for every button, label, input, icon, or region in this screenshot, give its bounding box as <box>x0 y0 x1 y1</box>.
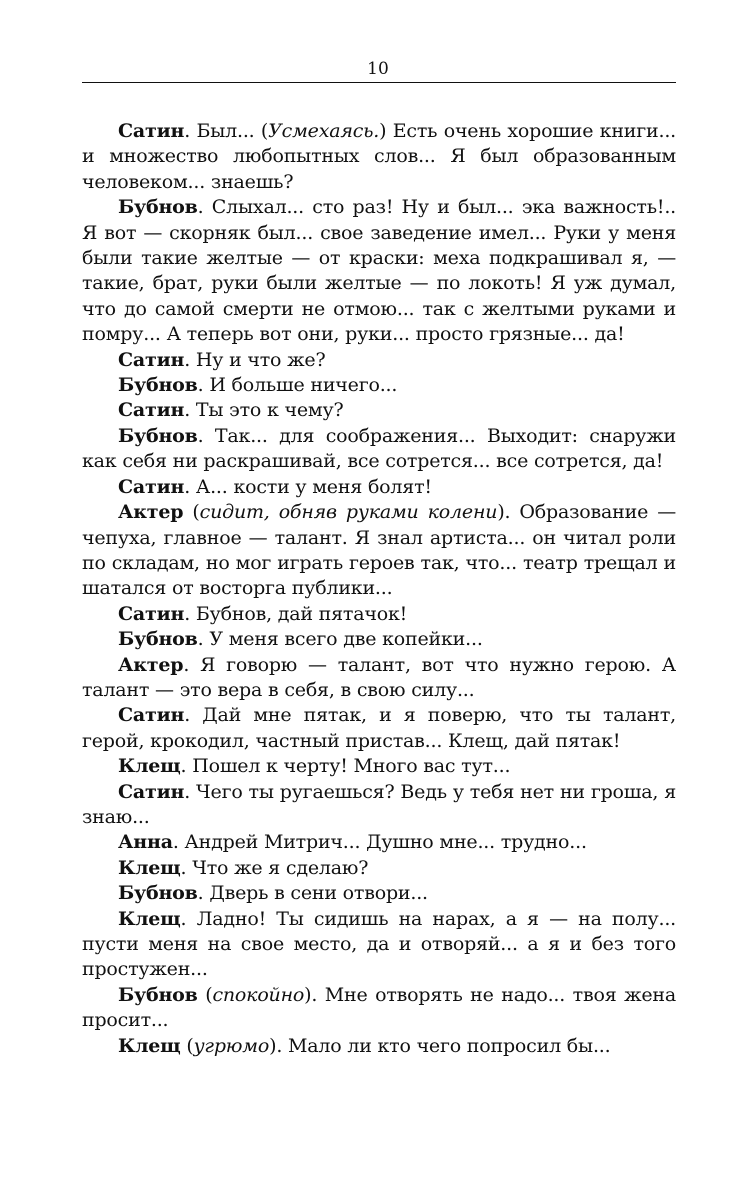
speech-text: . Андрей Митрич... Душно мне... трудно... <box>172 831 587 854</box>
speaker-name: Актер <box>118 653 184 676</box>
dialogue-paragraph <box>82 424 676 475</box>
dialogue-paragraph <box>82 500 676 602</box>
speech-text: . И больше ничего... <box>197 374 398 397</box>
dialogue-paragraph <box>82 907 676 983</box>
speech-text: . У меня всего две копейки... <box>197 628 483 651</box>
speech-text: . Дай мне пятак, и я поверю, что ты талант, герой, крокодил, частный пристав... Клещ, дай пятак! <box>82 704 676 752</box>
speech-text: . Ладно! Ты сидишь на нарах, а я — на полу... пусти меня на свое место, да и отворяй... а я и без того простужен... <box>82 907 676 981</box>
speech-text: . Я говорю — талант, вот что нужно герою. А талант — это вера в себя, в свою силу... <box>82 653 676 701</box>
stage-direction: спокойно <box>212 983 305 1006</box>
speaker-name: Бубнов <box>118 196 198 219</box>
dialogue-paragraph <box>82 830 676 855</box>
speaker-name: Сатин <box>118 475 185 498</box>
speech-text: . Так... для соображения... Выходит: снаружи как себя ни раскрашивай, все сотрется... все сотрется, да! <box>82 424 676 473</box>
stage-direction: сидит, обняв руками колени <box>199 501 498 524</box>
speaker-name: Бубнов <box>118 424 198 447</box>
speaker-name: Сатин <box>118 120 185 142</box>
speech-text: ( <box>197 983 213 1006</box>
dialogue-paragraph <box>82 881 676 906</box>
stage-direction: Усмехаясь. <box>268 120 380 142</box>
speech-text: ( <box>183 501 200 524</box>
speech-text: . Что же я сделаю? <box>180 856 369 879</box>
speaker-name: Анна <box>118 831 173 854</box>
dialogue-paragraph <box>82 373 676 398</box>
speech-text: . Слыхал... сто раз! Ну и был... эка важность!.. Я вот — скорняк был... свое заведение имел... Руки у меня были такие желтые — от краски: меха подкрашивал я, — такие, брат, руки были желтые — по локоть! Я уж думал, что до самой смерти не отмою... так с желтыми руками и помру... А теперь вот они, руки... просто грязные... да! <box>82 196 676 346</box>
dialogue-paragraph <box>82 602 676 627</box>
speaker-name: Сатин <box>118 399 185 422</box>
dialogue-paragraph <box>82 627 676 652</box>
dialogue-paragraph <box>82 195 676 347</box>
stage-direction: угрюмо <box>193 1034 270 1057</box>
speaker-name: Клещ <box>118 856 181 879</box>
header-rule <box>82 82 676 83</box>
speaker-name: Актер <box>118 501 184 524</box>
speech-text: ). Мне отворять не надо... твоя жена просит... <box>82 983 676 1032</box>
speaker-name: Клещ <box>118 755 181 778</box>
page-number: 10 <box>367 59 389 79</box>
speaker-name: Клещ <box>118 907 181 930</box>
dialogue-paragraph <box>82 119 676 195</box>
speech-text: ). Мало ли кто чего попросил бы... <box>269 1034 611 1057</box>
speech-text: ( <box>180 1034 194 1057</box>
speaker-name: Сатин <box>118 780 185 803</box>
dialogue-paragraph <box>82 475 676 500</box>
speech-text: . Ну и что же? <box>184 348 326 371</box>
speaker-name: Сатин <box>118 348 185 371</box>
speech-text: . Был... ( <box>184 120 269 142</box>
speech-text: . Ты это к чему? <box>184 399 344 422</box>
dialogue-paragraph <box>82 348 676 373</box>
speaker-name: Бубнов <box>118 374 198 397</box>
dialogue-paragraph <box>82 780 676 831</box>
text-body <box>82 119 676 1059</box>
speaker-name: Сатин <box>118 602 185 625</box>
speaker-name: Сатин <box>118 704 185 727</box>
speech-text: . Чего ты ругаешься? Ведь у тебя нет ни гроша, я знаю... <box>82 780 676 828</box>
dialogue-paragraph <box>82 653 676 704</box>
speaker-name: Бубнов <box>118 628 198 651</box>
speech-text: ). Образование — чепуха, главное — талант. Я знал артиста... он читал роли по складам, но мог играть героев так, что... театр трещал и шатался от восторга публики... <box>82 501 676 600</box>
dialogue-paragraph <box>82 754 676 779</box>
speaker-name: Бубнов <box>118 882 198 905</box>
speech-text: ) Есть очень хорошие книги... и множество любопытных слов... Я был образованным человеком... знаешь? <box>82 120 676 193</box>
dialogue-paragraph <box>82 1034 676 1059</box>
speaker-name: Бубнов <box>118 983 198 1006</box>
speech-text: . Пошел к черту! Много вас тут... <box>180 755 511 778</box>
dialogue-paragraph <box>82 398 676 423</box>
dialogue-paragraph <box>82 856 676 881</box>
speech-text: . А... кости у меня болят! <box>184 475 432 498</box>
dialogue-paragraph <box>82 983 676 1034</box>
dialogue-paragraph <box>82 703 676 754</box>
speech-text: . Бубнов, дай пятачок! <box>184 602 408 625</box>
speech-text: . Дверь в сени отвори... <box>197 882 428 905</box>
speaker-name: Клещ <box>118 1034 181 1057</box>
